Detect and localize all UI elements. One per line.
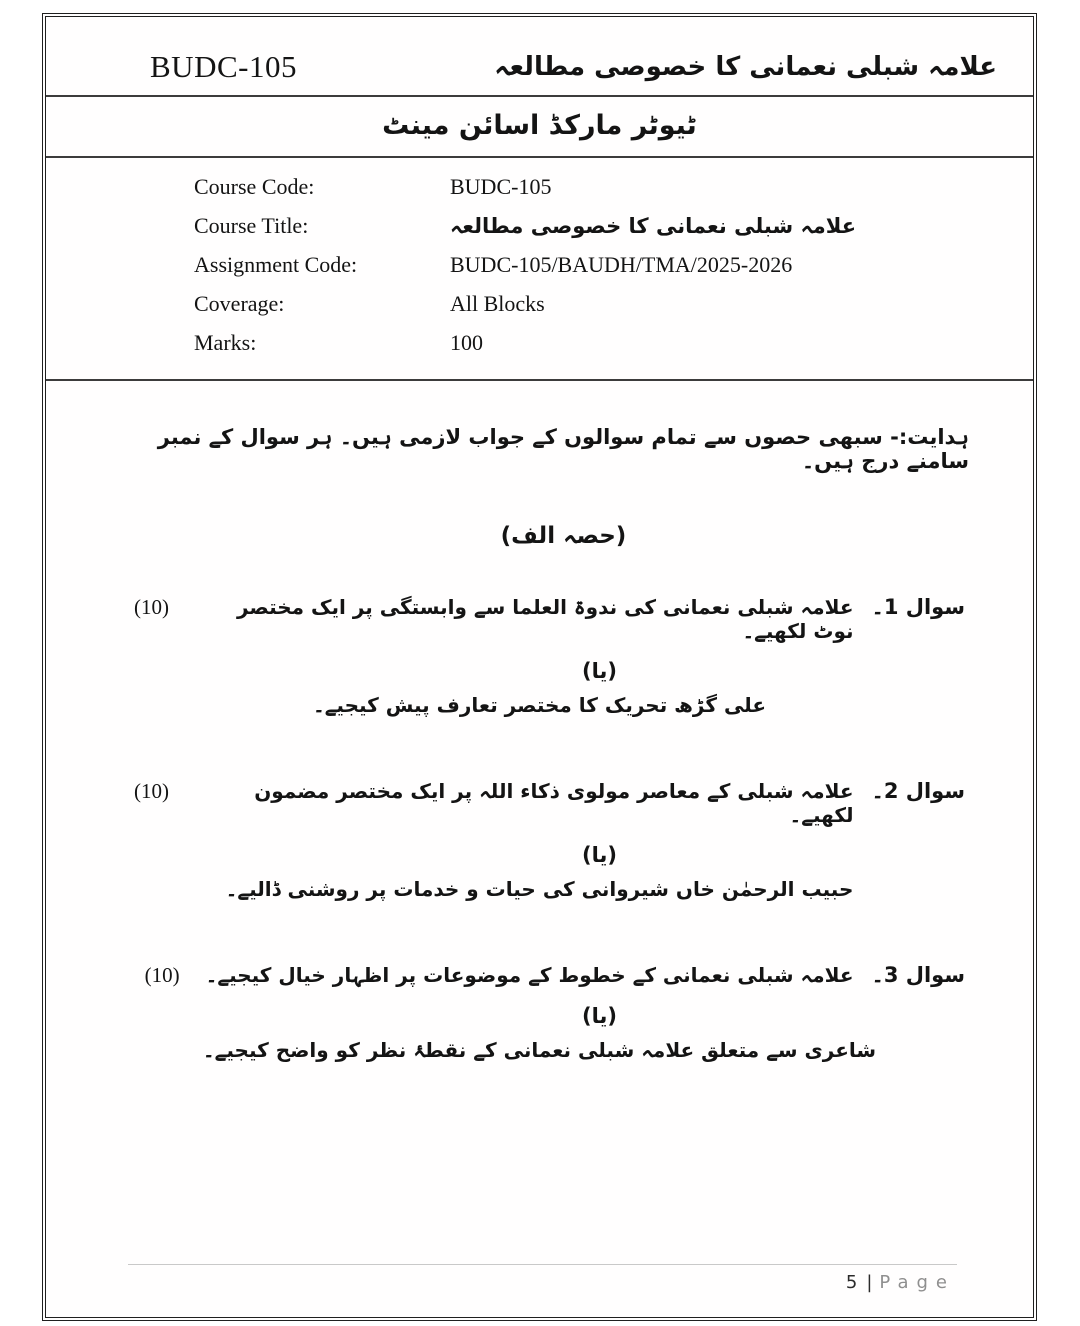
header-course-title-urdu: علامہ شبلی نعمانی کا خصوصی مطالعہ <box>494 52 997 82</box>
question-1-or-separator: (یا) <box>582 659 617 683</box>
page-number: 5 <box>845 1272 858 1293</box>
course-title-urdu-text: علامہ شبلی نعمانی کا خصوصی مطالعہ <box>450 214 857 238</box>
question-3-number: سوال 3۔ <box>871 963 965 987</box>
header-course-code: BUDC-105 <box>150 49 297 84</box>
page-number-indicator <box>46 1272 1033 1293</box>
question-3-or-separator: (یا) <box>582 1004 617 1028</box>
question-block-1 <box>46 549 1033 717</box>
question-3-alternative: شاعری سے متعلق علامہ شبلی نعمانی کے نقطۂ نظر کو واضح کیجیے۔ <box>202 1038 877 1062</box>
question-3-line <box>46 963 1033 988</box>
question-block-3 <box>46 901 1033 1062</box>
coverage-label: Coverage: <box>194 291 285 316</box>
question-2-number: سوال 2۔ <box>871 779 965 803</box>
assignment-code-label: Assignment Code: <box>194 252 358 277</box>
course-title-value <box>450 213 1033 252</box>
footer-divider <box>128 1264 957 1265</box>
marks-value: 100 <box>450 330 483 355</box>
question-2-or-separator: (یا) <box>582 843 617 867</box>
table-row-coverage <box>194 291 1033 330</box>
coverage-value: All Blocks <box>450 291 545 316</box>
instruction-text: ہدایت:- سبھی حصوں سے تمام سوالوں کے جواب لازمی ہیں۔ ہر سوال کے نمبر سامنے درج ہیں۔ <box>157 425 969 473</box>
heading-divider <box>46 156 1033 158</box>
page-label: Page <box>879 1272 955 1293</box>
course-title-label: Course Title: <box>194 213 309 238</box>
page-footer <box>46 1264 1033 1317</box>
assignment-code-value: BUDC-105/BAUDH/TMA/2025-2026 <box>450 252 793 277</box>
page-header <box>46 17 1033 95</box>
table-row-assignment-code <box>194 252 1033 291</box>
page-number-separator: | <box>866 1272 873 1293</box>
section-heading-part-a: (حصہ الف) <box>500 523 627 549</box>
question-2-line <box>46 779 1033 827</box>
question-1-line <box>46 595 1033 643</box>
question-1-marks: (10) <box>134 595 169 619</box>
question-block-2 <box>46 717 1033 901</box>
table-row-course-code <box>194 174 1033 213</box>
question-3-marks: (10) <box>144 963 180 987</box>
course-info-table <box>194 174 1033 369</box>
question-1-number: سوال 1۔ <box>871 595 965 619</box>
table-row-marks <box>194 330 1033 369</box>
document-page <box>42 13 1037 1321</box>
question-1-alternative: علی گڑھ تحریک کا مختصر تعارف پیش کیجیے۔ <box>312 693 767 717</box>
question-2-marks: (10) <box>134 779 169 803</box>
assignment-heading: ٹیوٹر مارکڈ اسائن مینٹ <box>382 110 697 141</box>
marks-label: Marks: <box>194 330 257 355</box>
course-code-label: Course Code: <box>194 174 315 199</box>
question-1-text: علامہ شبلی نعمانی کی ندوۃ العلما سے وابستگی پر ایک مختصر نوٹ لکھیے۔ <box>236 595 854 643</box>
course-code-value: BUDC-105 <box>450 174 552 199</box>
question-2-text: علامہ شبلی کے معاصر مولوی ذکاء اللہ پر ایک مختصر مضمون لکھیے۔ <box>254 779 854 827</box>
table-row-course-title <box>194 213 1033 252</box>
question-2-alternative: حبیب الرحمٰن خاں شیروانی کی حیات و خدمات پر روشنی ڈالیے۔ <box>225 877 854 901</box>
question-3-text: علامہ شبلی نعمانی کے خطوط کے موضوعات پر اظہار خیال کیجیے۔ <box>205 963 854 987</box>
